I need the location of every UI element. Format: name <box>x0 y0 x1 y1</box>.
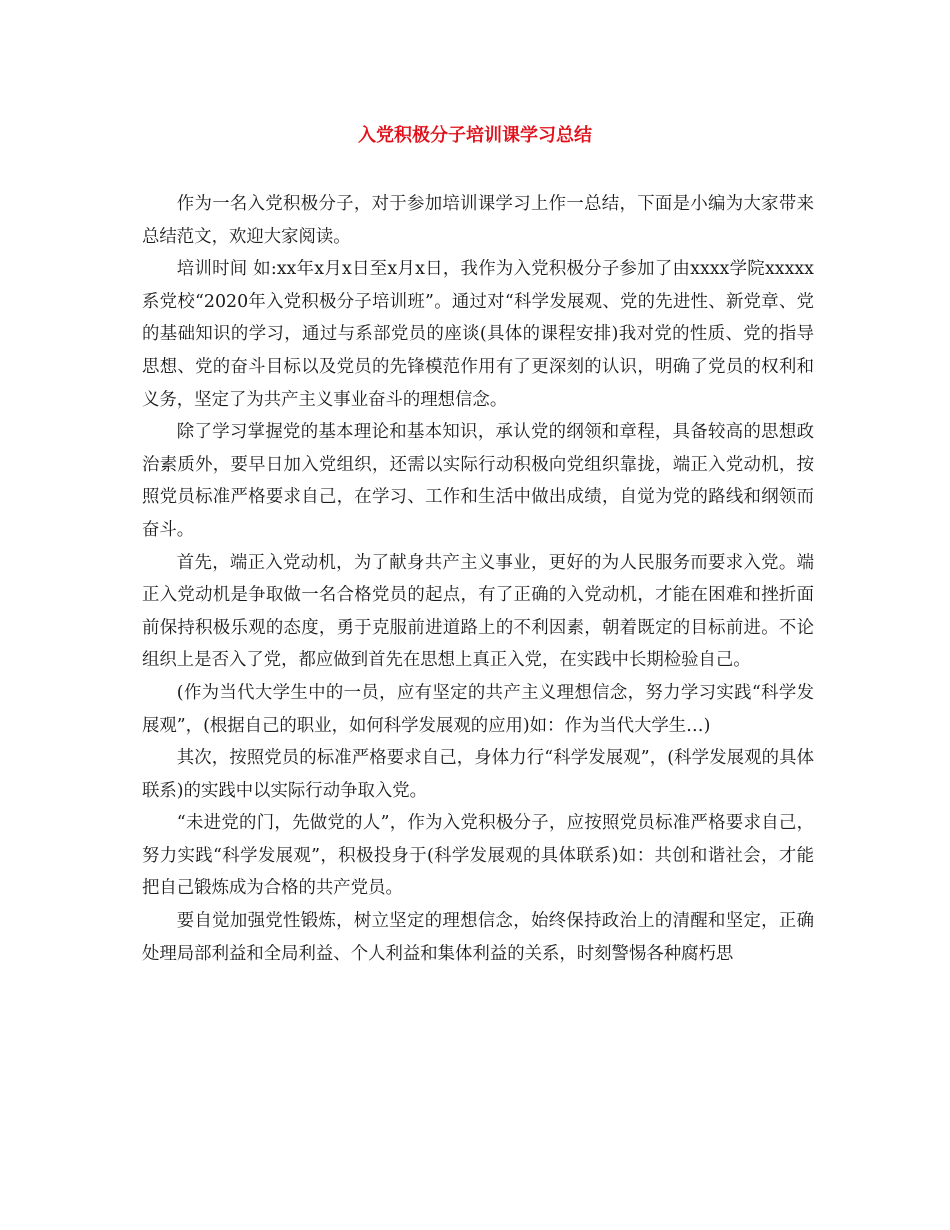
paragraph-training-time: 培训时间 如:xx年x月x日至x月x日，我作为入党积极分子参加了由xxxx学院xxxxx系党校“2020年入党积极分子培训班”。通过对“科学发展观、党的先进性、新党章、党的基础知识的学习，通过与系部党员的座谈(具体的课程安排)我对党的性质、党的指导思想、党的奋斗目标以及党员的先锋模范作用有了更深刻的认识，明确了党员的权利和义务，坚定了为共产主义事业奋斗的理想信念。 <box>142 259 814 410</box>
paragraph-standards: 其次，按照党员的标准严格要求自己，身体力行“科学发展观”，(科学发展观的具体联系)的实践中以实际行动争取入党。 <box>142 748 814 801</box>
paragraph-intro: 作为一名入党积极分子，对于参加培训课学习上作一总结，下面是小编为大家带来总结范文，欢迎大家阅读。 <box>142 194 814 247</box>
paragraph-motivation: 首先，端正入党动机，为了献身共产主义事业，更好的为人民服务而要求入党。端正入党动机是争取做一名合格党员的起点，有了正确的入党动机，才能在困难和挫折面前保持积极乐观的态度，勇于克服前进道路上的不利因素，朝着既定的目标前进。不论组织上是否入了党，都应做到首先在思想上真正入党，在实践中长期检验自己。 <box>142 552 814 671</box>
paragraph-student-note: (作为当代大学生中的一员，应有坚定的共产主义理想信念，努力学习实践“科学发展观”，(根据自己的职业，如何科学发展观的应用)如：作为当代大学生…) <box>142 682 814 736</box>
document-title: 入党积极分子培训课学习总结 <box>358 125 592 146</box>
document-body <box>142 188 814 970</box>
paragraph-party-member: “未进党的门，先做党的人”，作为入党积极分子，应按照党员标准严格要求自己，努力实践“科学发展观”，积极投身于(科学发展观的具体联系)如：共创和谐社会，才能把自己锻炼成为合格的共产党员。 <box>142 813 814 899</box>
paragraph-theory: 除了学习掌握党的基本理论和基本知识，承认党的纲领和章程，具备较高的思想政治素质外，要早日加入党组织，还需以实际行动积极向党组织靠拢，端正入党动机，按照党员标准严格要求自己，在学习、工作和生活中做出成绩，自觉为党的路线和纲领而奋斗。 <box>142 422 814 540</box>
paragraph-party-spirit: 要自觉加强党性锻炼，树立坚定的理想信念，始终保持政治上的清醒和坚定，正确处理局部利益和全局利益、个人利益和集体利益的关系，时刻警惕各种腐朽思 <box>142 911 814 964</box>
